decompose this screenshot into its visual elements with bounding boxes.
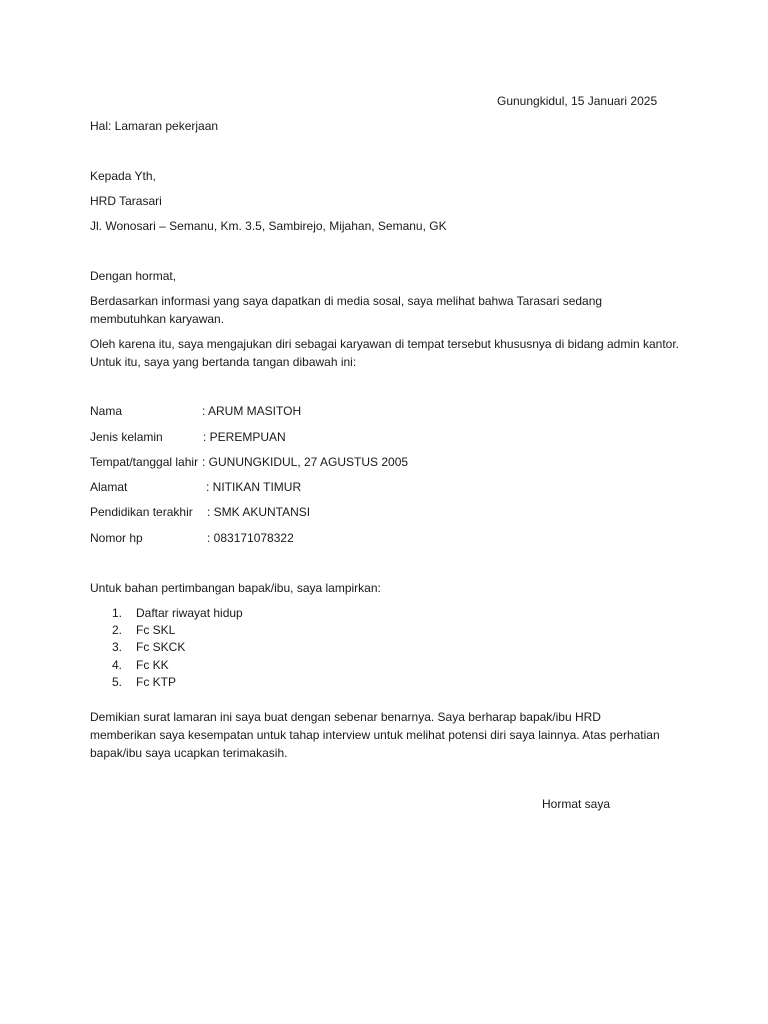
field-value: : SMK AKUNTANSI: [207, 505, 311, 519]
closing-paragraph: Demikian surat lamaran ini saya buat dengan sebenar benarnya. Saya berharap bapak/ibu HRD memberikan saya kesempatan untuk tahap interview untuk melihat potensi diri saya lainnya. Atas perhatian bapak/ibu saya ucapkan terimakasih.: [90, 710, 660, 760]
recipient-address: Jl. Wonosari – Semanu, Km. 3.5, Sambirejo, Mijahan, Semanu, GK: [90, 219, 447, 233]
list-item-number: 1.: [112, 606, 123, 620]
list-item-number: 5.: [112, 675, 123, 689]
field-value: : GUNUNGKIDUL, 27 AGUSTUS 2005: [202, 455, 409, 469]
subject-line: Hal: Lamaran pekerjaan: [90, 119, 219, 133]
field-value: : PEREMPUAN: [203, 430, 286, 444]
attachments-intro: Untuk bahan pertimbangan bapak/ibu, saya lampirkan:: [90, 581, 381, 595]
field-label: Alamat: [90, 480, 128, 494]
list-item-text: Fc KTP: [136, 675, 177, 689]
field-label: Nama: [90, 404, 123, 418]
field-label: Jenis kelamin: [90, 430, 163, 444]
recipient-salutation: Kepada Yth,: [90, 169, 156, 183]
place-date: Gunungkidul, 15 Januari 2025: [497, 94, 658, 108]
list-item-text: Fc SKCK: [136, 640, 186, 654]
list-item-number: 4.: [112, 658, 123, 672]
list-item-text: Daftar riwayat hidup: [136, 606, 243, 620]
field-row-jenis-kelamin: [90, 428, 286, 446]
field-row-nama: [90, 402, 302, 420]
list-item-number: 3.: [112, 640, 123, 654]
signoff: Hormat saya: [542, 797, 611, 811]
list-item-number: 2.: [112, 623, 123, 637]
field-row-alamat: [90, 478, 302, 496]
field-value: : ARUM MASITOH: [202, 404, 302, 418]
field-label: Pendidikan terakhir: [90, 505, 193, 519]
field-value: : 083171078322: [207, 531, 294, 545]
field-value: : NITIKAN TIMUR: [206, 480, 302, 494]
paragraph-1: Berdasarkan informasi yang saya dapatkan di media sosal, saya melihat bahwa Tarasari sedang membutuhkan karyawan.: [90, 294, 603, 326]
greeting: Dengan hormat,: [90, 269, 177, 283]
list-item-text: Fc KK: [136, 658, 169, 672]
paragraph-2: Oleh karena itu, saya mengajukan diri sebagai karyawan di tempat tersebut khususnya di bidang admin kantor. Untuk itu, saya yang bertanda tangan dibawah ini:: [90, 337, 680, 369]
field-row-tempat-tanggal-lahir: [90, 453, 409, 471]
field-label: Tempat/tanggal lahir: [90, 455, 199, 469]
field-row-pendidikan-terakhir: [90, 503, 311, 521]
field-row-nomor-hp: [90, 529, 294, 547]
list-item-text: Fc SKL: [136, 623, 176, 637]
field-label: Nomor hp: [90, 531, 143, 545]
recipient-name: HRD Tarasari: [90, 194, 162, 208]
